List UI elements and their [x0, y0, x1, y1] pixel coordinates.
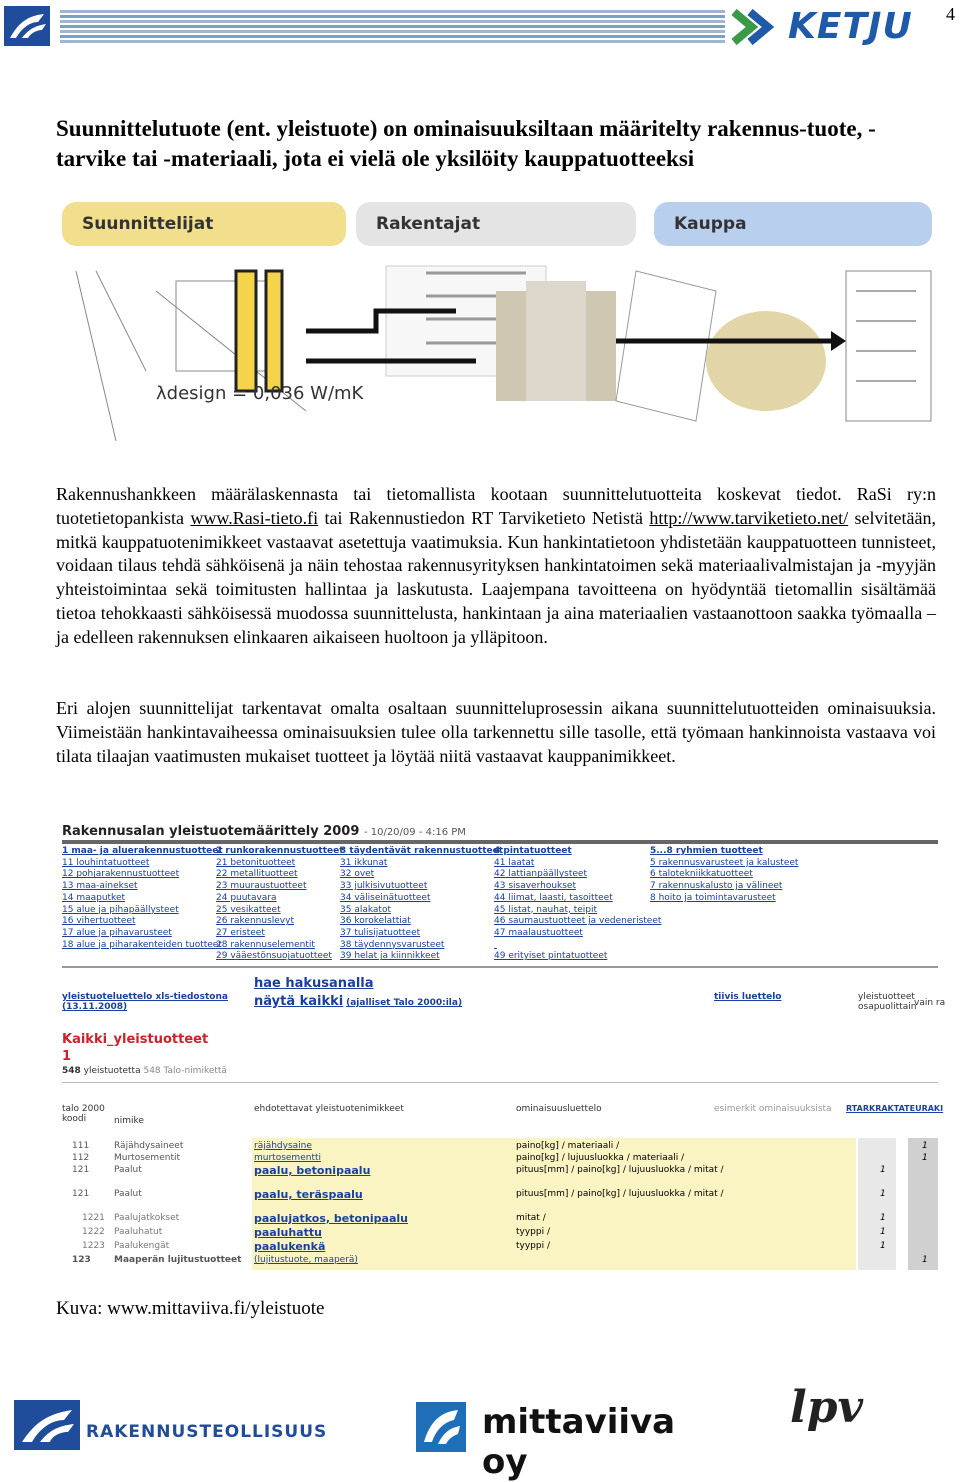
divider — [62, 966, 938, 968]
row-product[interactable]: paalujatkos, betonipaalu — [254, 1212, 408, 1225]
illustration-drawing — [56, 251, 936, 441]
row-code: 111 — [72, 1141, 90, 1151]
tab-rakentajat: Rakentajat — [356, 202, 636, 246]
category-column-2 — [216, 846, 344, 963]
divider — [62, 840, 938, 844]
row-mark: 1 — [922, 1153, 928, 1163]
category-link[interactable]: 26 rakennuslevyt — [216, 916, 294, 927]
row-name: Räjähdysaineet — [114, 1141, 184, 1151]
show-all-row — [254, 994, 462, 1009]
row-product[interactable]: paalukenkä — [254, 1240, 326, 1253]
row-props: tyyppi / — [516, 1241, 551, 1251]
count-line — [62, 1066, 227, 1076]
category-heading[interactable]: 5...8 ryhmien tuotteet — [650, 846, 763, 856]
row-name: Maaperän lujitustuotteet — [114, 1255, 242, 1265]
col-header-name: nimike — [114, 1116, 144, 1126]
ketju-logo — [730, 2, 920, 54]
rakennusteollisuus-logo — [14, 1400, 344, 1452]
category-column-5 — [650, 846, 798, 905]
category-number: 1 — [62, 1049, 72, 1064]
category-link[interactable]: 7 rakennuskalusto ja välineet — [650, 881, 783, 892]
screenshot-title-text: Rakennusalan yleistuotemäärittely 2009 — [62, 824, 360, 839]
category-link[interactable] — [494, 940, 661, 952]
compact-list-link[interactable]: tiivis luettelo — [714, 992, 782, 1002]
category-link[interactable]: 17 alue ja pihavarusteet — [62, 927, 172, 938]
row-code: 121 — [72, 1165, 90, 1175]
category-heading[interactable]: 2 runkorakennustuotteet — [216, 846, 344, 856]
screenshot-title — [62, 824, 466, 839]
row-code: 123 — [72, 1255, 91, 1265]
lambda-label: λdesign = 0,036 W/mK — [156, 383, 364, 404]
row-code: 1223 — [82, 1241, 105, 1251]
row-props: mitat / — [516, 1213, 546, 1223]
rasi-tieto-link[interactable]: www.Rasi-tieto.fi — [190, 507, 319, 528]
col-header-rt[interactable]: RTARKRAKTATEURAKI — [846, 1104, 944, 1113]
row-name: Paalukengät — [114, 1241, 170, 1251]
lpv-logo: lpv — [790, 1382, 864, 1433]
row-props: pituus[mm] / paino[kg] / lujuusluokka / mitat / — [516, 1165, 724, 1175]
row-product[interactable]: paalu, betonipaalu — [254, 1164, 371, 1177]
category-link[interactable]: 28 rakennuselementit — [216, 939, 315, 950]
category-link[interactable]: 47 maalaustuotteet — [494, 927, 583, 938]
process-illustration — [56, 196, 936, 441]
row-name: Murtosementit — [114, 1153, 180, 1163]
category-column-4 — [494, 846, 661, 963]
col-header-products: ehdotettavat yleistuotenimikkeet — [254, 1104, 404, 1114]
row-code: 112 — [72, 1153, 90, 1163]
row-code: 121 — [72, 1189, 90, 1199]
category-link[interactable]: 44 liimat, laasti, tasoitteet — [494, 892, 613, 903]
category-heading[interactable]: 3 täydentävät rakennustuotteet — [340, 846, 504, 856]
category-link[interactable]: 49 erityiset pintatuotteet — [494, 951, 608, 962]
category-link[interactable]: 41 laatat — [494, 857, 535, 868]
category-heading[interactable]: 4 pintatuotteet — [494, 846, 572, 856]
category-link[interactable]: 14 maaputket — [62, 892, 126, 903]
parties-label: yleistuotteet osapuolittain — [858, 992, 917, 1012]
category-link[interactable]: 37 tulisijatuotteet — [340, 927, 421, 938]
category-link[interactable]: 15 alue ja pihapäällysteet — [62, 904, 179, 915]
category-link[interactable]: 18 alue ja piharakenteiden tuotteet — [62, 939, 222, 950]
ketju-logo-text: KETJU — [788, 6, 913, 47]
para1-text-1: Rakennushankkeen määrälaskennasta tai tietomallista kootaan suunnittelutuotteita koskevat tiedot. RaSi ry:n tuotetietopankista — [56, 484, 936, 528]
row-mark: 1 — [922, 1255, 928, 1265]
rt-logo — [4, 6, 50, 46]
mittaviiva-text: mittaviiva oy — [482, 1402, 676, 1482]
category-link[interactable]: 45 listat, nauhat, teipit — [494, 904, 597, 915]
category-column-3 — [340, 846, 503, 963]
paragraph-1 — [56, 483, 936, 650]
header-stripes — [60, 10, 725, 46]
category-link[interactable]: 31 ikkunat — [340, 857, 388, 868]
excel-download-link[interactable]: yleistuoteluettelo xls-tiedostona (13.11.2008) — [62, 992, 228, 1012]
category-link[interactable]: 42 lattianpäällysteet — [494, 869, 587, 880]
count-number: 548 — [62, 1066, 81, 1076]
row-props: paino[kg] / materiaali / — [516, 1141, 620, 1151]
row-mark: 1 — [922, 1141, 928, 1151]
para1-text-3: selvitetään, mitkä kauppatuotenimikkeet vastaavat asetettuja vaatimuksia. Kun hankintatietoon yhdistetään kauppatuotteen tunnisteet, voidaan tilaus tehdä sähköisenä ja näin tehostaa rakennusyrityksen hankintatoimen sekä materiaalivalmistajan ja -myyjän yhteistoimintaa sekä toimitusten hallintaa ja laskutusta. Laajempana tavoitteena on hyödyntää tietomallin sisältämää tietoa tehokkaasti sähköisessä muodossa suunnittelusta, hankintaan ja aina materiaalien vastaanottoon saakka työmaalla – ja edelleen rakennuksen elinkaaren aikaiseen huoltoon ja ylläpitoon. — [56, 507, 937, 647]
table-gray — [858, 1138, 896, 1270]
yleistuote-screenshot — [56, 820, 946, 1275]
divider — [62, 1082, 938, 1083]
category-link[interactable]: 6 talotekniikkatuotteet — [650, 869, 753, 880]
category-link[interactable]: 39 helat ja kiinnikkeet — [340, 951, 440, 962]
screenshot-timestamp: - 10/20/09 - 4:16 PM — [363, 827, 466, 838]
search-link[interactable]: hae hakusanalla — [254, 976, 374, 991]
rt-logo-icon — [14, 1400, 80, 1450]
row-code: 1221 — [82, 1213, 105, 1223]
tab-suunnittelijat: Suunnittelijat — [62, 202, 346, 246]
show-all-link[interactable]: näytä kaikki — [254, 994, 344, 1009]
category-link[interactable]: 8 hoito ja toimintavarusteet — [650, 892, 776, 903]
category-link[interactable]: 36 korokelattiat — [340, 916, 411, 927]
page-number: 4 — [946, 4, 955, 24]
category-link[interactable]: 35 alakatot — [340, 904, 391, 915]
para1-text-2: tai Rakennustiedon RT Tarviketieto Netistä — [318, 507, 650, 528]
rakennusteollisuus-text: RAKENNUSTEOLLISUUS — [86, 1422, 328, 1442]
row-mark: 1 — [880, 1189, 886, 1199]
category-link[interactable]: 11 louhintatuotteet — [62, 857, 150, 868]
row-mark: 1 — [880, 1213, 886, 1223]
category-link[interactable]: 22 metallituotteet — [216, 869, 298, 880]
row-name: Paalujatkokset — [114, 1213, 180, 1223]
category-link[interactable]: 12 pohjarakennustuotteet — [62, 869, 180, 880]
figure-caption: Kuva: www.mittaviiva.fi/yleistuote — [56, 1298, 325, 1319]
category-link[interactable]: 21 betonituotteet — [216, 857, 296, 868]
category-link[interactable]: 23 muuraustuotteet — [216, 881, 307, 892]
category-link[interactable]: 5 rakennusvarusteet ja kalusteet — [650, 857, 799, 868]
page-title: Suunnittelutuote (ent. yleistuote) on ominaisuuksiltaan määritelty rakennus-tuote, -tarvike tai -materiaali, jota ei vielä ole yksilöity kauppatuotteeksi — [56, 116, 876, 171]
category-link[interactable]: 25 vesikatteet — [216, 904, 281, 915]
tarviketieto-link[interactable]: http://www.tarviketieto.net/ — [649, 507, 849, 528]
row-product[interactable]: paaluhattu — [254, 1226, 322, 1239]
row-product[interactable]: paalu, teräspaalu — [254, 1188, 363, 1201]
category-link[interactable]: 13 maa-ainekset — [62, 881, 138, 892]
row-name: Paalut — [114, 1189, 142, 1199]
category-link[interactable]: 38 täydennysvarusteet — [340, 939, 445, 950]
row-product[interactable]: (lujitustuote, maaperä) — [254, 1255, 358, 1265]
mittaviiva-logo-icon — [416, 1402, 466, 1452]
row-mark: 1 — [880, 1227, 886, 1237]
category-link[interactable]: 46 saumaustuotteet ja vedeneristeet — [494, 916, 662, 927]
category-link[interactable]: 29 vääestönsuojatuotteet — [216, 951, 332, 962]
category-heading[interactable]: 1 maa- ja aluerakennustuotteet — [62, 846, 223, 856]
category-link[interactable]: 24 puutavara — [216, 892, 277, 903]
mittaviiva-logo — [416, 1402, 716, 1482]
row-props: pituus[mm] / paino[kg] / lujuusluokka / mitat / — [516, 1189, 724, 1199]
row-props: paino[kg] / lujuusluokka / materiaali / — [516, 1153, 685, 1163]
row-code: 1222 — [82, 1227, 105, 1237]
row-product[interactable]: räjähdysaine — [254, 1141, 312, 1151]
row-name: Paaluhatut — [114, 1227, 163, 1237]
count-label: yleistuotetta — [83, 1066, 141, 1076]
paragraph-2: Eri alojen suunnittelijat tarkentavat omalta osaltaan suunnitteluprosessin aikana suunnittelutuotteiden ominaisuuksia. Viimeistään hankintavaiheessa ominaisuuksien tulee olla tarkennettu sille tasolle, että työmaan hankinnoista vastaava voi tilata tilaajan vaatimusten mukaiset tuotteet ja löytää niitä vastaavat kauppanimikkeet. — [56, 698, 936, 766]
row-mark: 1 — [880, 1165, 886, 1175]
col-header-examples: esimerkit ominaisuuksista — [714, 1104, 832, 1114]
category-link[interactable]: 27 eristeet — [216, 927, 265, 938]
category-column-1 — [62, 846, 223, 951]
category-link[interactable]: 43 sisaverhoukset — [494, 881, 576, 892]
row-name: Paalut — [114, 1165, 142, 1175]
col-header-code: talo 2000 koodi — [62, 1104, 105, 1124]
row-props: tyyppi / — [516, 1227, 551, 1237]
only-label: vain ra — [914, 998, 946, 1008]
tab-kauppa: Kauppa — [654, 202, 932, 246]
category-link[interactable]: 32 ovet — [340, 869, 375, 880]
row-mark: 1 — [880, 1241, 886, 1251]
col-header-properties: ominaisuusluettelo — [516, 1104, 602, 1114]
talo-count: 548 Talo-nimikettä — [143, 1066, 227, 1076]
category-link[interactable]: 33 julkisivutuotteet — [340, 881, 428, 892]
row-product[interactable]: murtosementti — [254, 1153, 321, 1163]
show-all-sub[interactable]: (ajalliset Talo 2000:ila) — [346, 998, 463, 1008]
category-link[interactable]: 34 väliseinätuotteet — [340, 892, 431, 903]
category-title: Kaikki_yleistuotteet — [62, 1032, 209, 1047]
category-link[interactable]: 16 vihertuotteet — [62, 916, 136, 927]
